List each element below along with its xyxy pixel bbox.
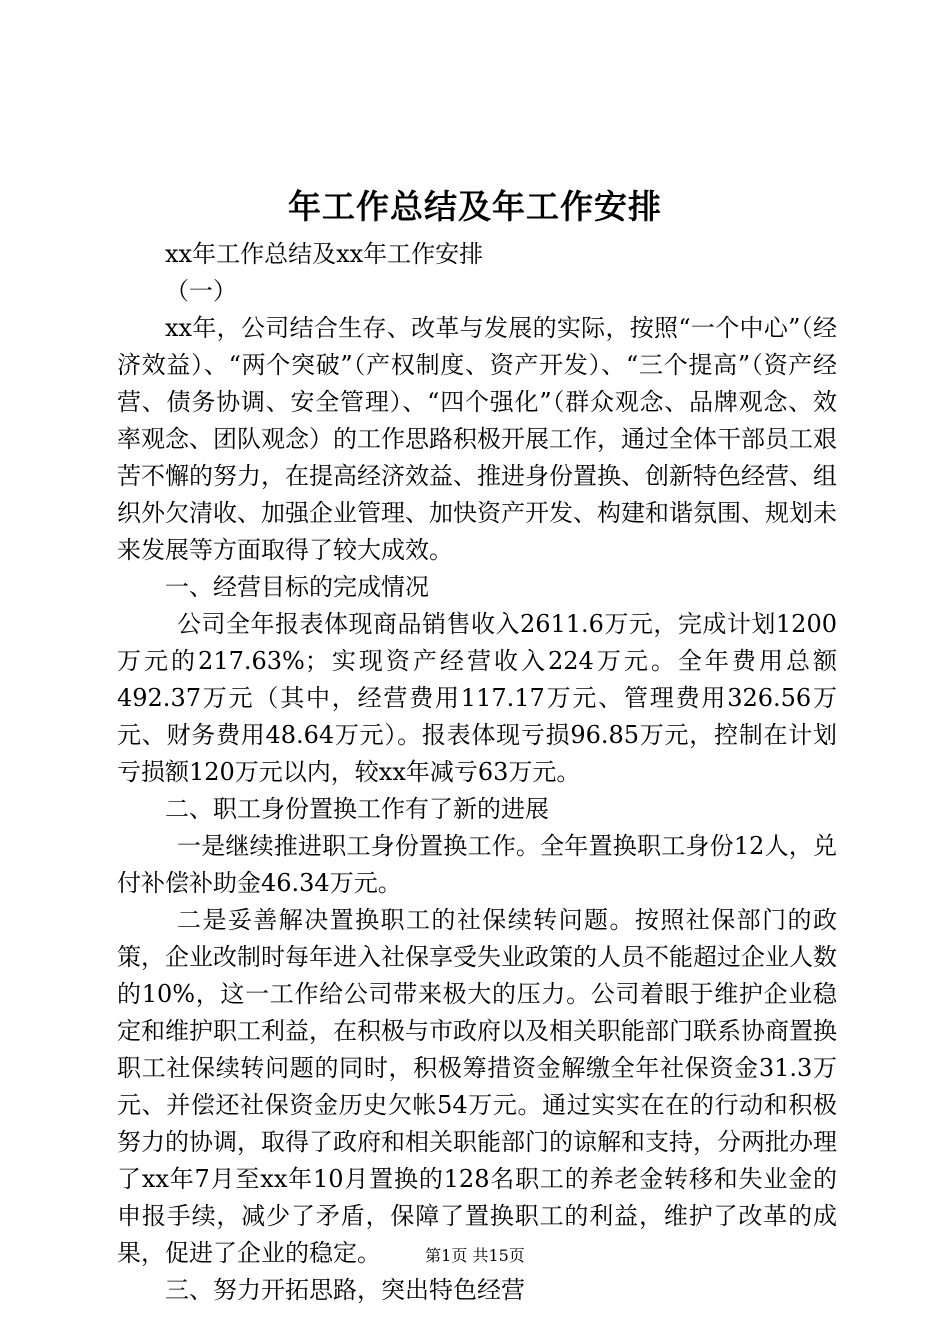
document-body <box>117 236 837 1309</box>
heading-business-targets: 一、经营目标的完成情况 <box>165 573 429 601</box>
heading-special-operations: 三、努力开拓思路，突出特色经营 <box>165 1276 525 1304</box>
paragraph-business-results: 公司全年报表体现商品销售收入2611.6万元，完成计划1200万元的217.63%；实现资产经营收入224万元。全年费用总额492.37万元（其中，经营费用117.17万元、管理费用326.56万元、财务费用48.64万元）。报表体现亏损96.85万元，控制在计划亏损额120万元以内，较xx年减亏63万元。 <box>117 610 837 786</box>
section-marker: （一） <box>165 277 237 305</box>
page-indicator: 第1页 共15页 <box>425 1246 525 1265</box>
paragraph-identity-conversion-1: 一是继续推进职工身份置换工作。全年置换职工身份12人，兑付补偿补助金46.34万元。 <box>117 832 837 897</box>
document-subtitle: xx年工作总结及xx年工作安排 <box>165 240 484 268</box>
document-title: 年工作总结及年工作安排 <box>288 187 662 226</box>
paragraph-identity-conversion-2: 二是妥善解决置换职工的社保续转问题。按照社保部门的政策，企业改制时每年进入社保享受失业政策的人员不能超过企业人数的10%，这一工作给公司带来极大的压力。公司着眼于维护企业稳定和维护职工利益，在积极与市政府以及相关职能部门联系协商置换职工社保续转问题的同时，积极筹措资金解缴全年社保资金31.3万元、并偿还社保资金历史欠帐54万元。通过实实在在的行动和积极努力的协调，取得了政府和相关职能部门的谅解和支持，分两批办理了xx年7月至xx年10月置换的128名职工的养老金转移和失业金的申报手续，减少了矛盾，保障了置换职工的利益，维护了改革的成果，促进了企业的稳定。 <box>117 906 837 1267</box>
heading-identity-conversion: 二、职工身份置换工作有了新的进展 <box>165 795 549 823</box>
paragraph-intro: xx年，公司结合生存、改革与发展的实际，按照“一个中心”（经济效益）、“两个突破”（产权制度、资产开发）、“三个提高”（资产经营、债务协调、安全管理）、“四个强化”（群众观念、品牌观念、效率观念、团队观念）的工作思路积极开展工作，通过全体干部员工艰苦不懈的努力，在提高经济效益、推进身份置换、创新特色经营、组织外欠清收、加强企业管理、加快资产开发、构建和谐氛围、规划未来发展等方面取得了较大成效。 <box>117 314 837 564</box>
